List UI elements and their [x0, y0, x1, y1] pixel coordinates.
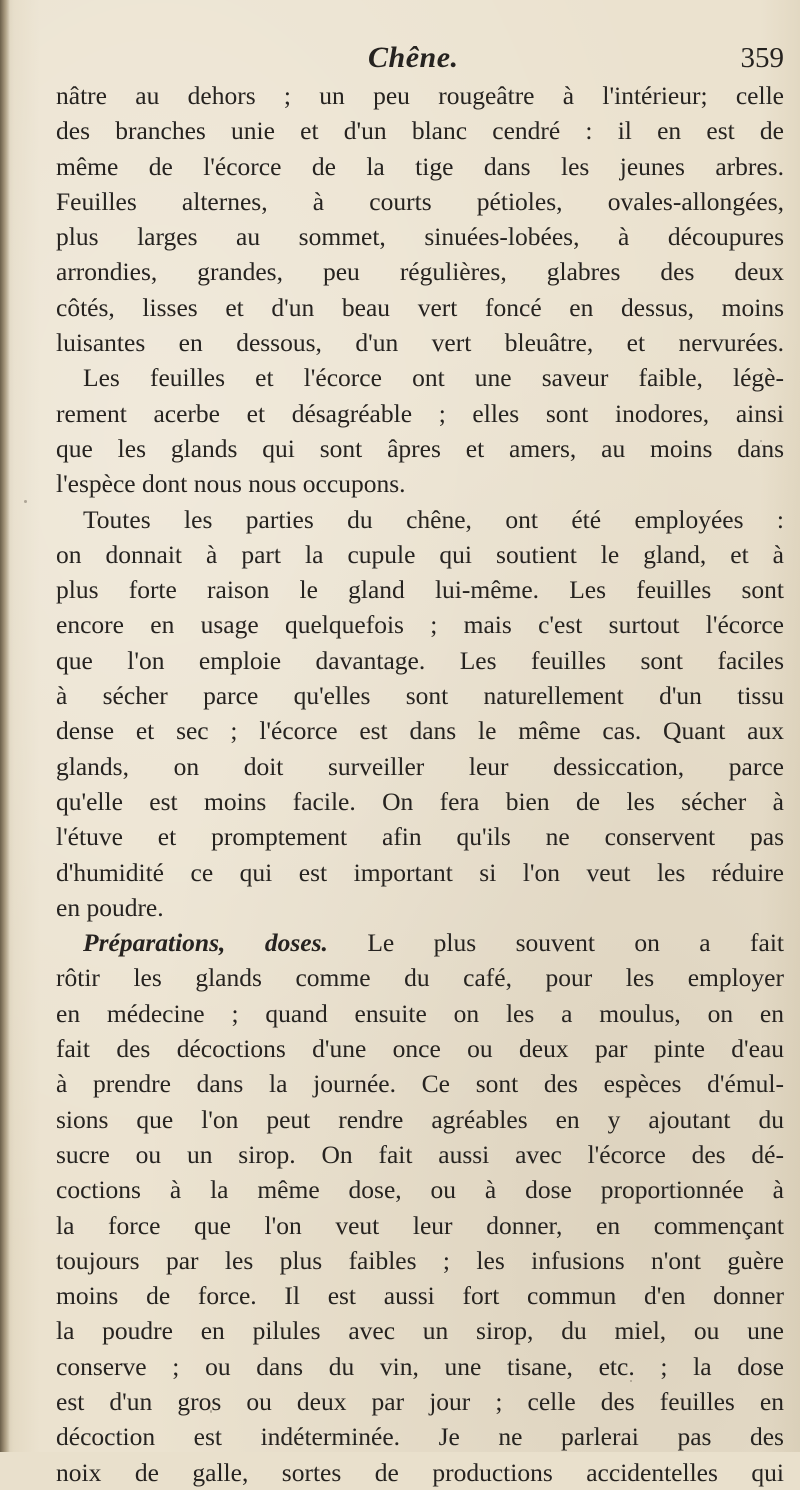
text-line: en médecine ; quand ensuite on les a moulus, on en [56, 998, 784, 1028]
text-line: noix de galle, sortes de productions accidentelles qui [56, 1457, 784, 1487]
paragraph-end-line: l'espèce dont nous nous occupons. [56, 469, 406, 499]
paper-speck [760, 440, 762, 442]
text-line: la poudre en pilules avec un sirop, du miel, ou une [56, 1316, 784, 1346]
text-line: plus larges au sommet, sinuées-lobées, à découpures [56, 222, 784, 252]
text-line: luisantes en dessous, d'un vert bleuâtre, et nervurées. [56, 328, 784, 358]
paragraph-end-line: en poudre. [56, 892, 164, 922]
running-head-title: Chêne. [368, 41, 459, 74]
section-heading: Préparations, doses. [83, 928, 328, 958]
text-line: glands, on doit surveiller leur dessiccation, parce [56, 751, 784, 781]
paper-speck [630, 1380, 632, 1382]
text-line: toujours par les plus faibles ; les infusions n'ont guère [56, 1245, 784, 1275]
text-line: dense et sec ; l'écorce est dans le même cas. Quant aux [56, 716, 784, 746]
text-line: on donnait à part la cupule qui soutient le gland, et à [56, 539, 784, 569]
text-line: l'étuve et promptement afin qu'ils ne conservent pas [56, 822, 784, 852]
binding-shadow [0, 0, 10, 1452]
paper-speck [24, 500, 27, 503]
text-line: côtés, lisses et d'un beau vert foncé en dessus, moins [56, 292, 784, 322]
running-head [56, 38, 784, 78]
text-line: nâtre au dehors ; un peu rougeâtre à l'intérieur; celle [56, 81, 784, 110]
paper-speck [210, 1410, 212, 1413]
text-line: plus forte raison le gland lui-même. Les feuilles sont [56, 575, 784, 605]
text-line: rement acerbe et désagréable ; elles sont inodores, ainsi [56, 398, 784, 428]
text-line: coctions à la même dose, ou à dose proportionnée à [56, 1175, 784, 1205]
text-line: que l'on emploie davantage. Les feuilles sont faciles [56, 645, 784, 675]
text-line: la force que l'on veut leur donner, en commençant [56, 1210, 784, 1240]
text-line: d'humidité ce qui est important si l'on veut les réduire [56, 857, 784, 887]
text-line: fait des décoctions d'une once ou deux par pinte d'eau [56, 1034, 784, 1064]
text-line: sucre ou un sirop. On fait aussi avec l'écorce des dé- [56, 1139, 784, 1169]
page-number: 359 [740, 42, 784, 74]
text-line: que les glands qui sont âpres et amers, au moins dans [56, 433, 784, 463]
text-line: décoction est indéterminée. Je ne parlerai pas des [56, 1422, 784, 1452]
text-line: qu'elle est moins facile. On fera bien de les sécher à [56, 786, 784, 816]
section-heading-line [56, 925, 784, 960]
text-line: Feuilles alternes, à courts pétioles, ovales-allongées, [56, 186, 784, 216]
text-line: conserve ; ou dans du vin, une tisane, etc. ; la dose [56, 1351, 784, 1381]
text-line: à prendre dans la journée. Ce sont des espèces d'émul- [56, 1069, 784, 1099]
text-line: à sécher parce qu'elles sont naturellement d'un tissu [56, 681, 784, 711]
section-heading-line-rest: Le plus souvent on a fait [367, 928, 785, 958]
paragraph-start-line: Toutes les parties du chêne, ont été employées : [83, 504, 784, 534]
text-line: sions que l'on peut rendre agréables en y ajoutant du [56, 1104, 784, 1134]
text-line: encore en usage quelquefois ; mais c'est surtout l'écorce [56, 610, 784, 640]
text-line: moins de force. Il est aussi fort commun d'en donner [56, 1281, 784, 1311]
text-line: des branches unie et d'un blanc cendré : il en est de [56, 116, 784, 146]
text-body [56, 78, 784, 1490]
paragraph-start-line: Les feuilles et l'écorce ont une saveur faible, légè- [83, 363, 784, 393]
text-line: rôtir les glands comme du café, pour les employer [56, 963, 784, 993]
text-line: arrondies, grandes, peu régulières, glabres des deux [56, 257, 784, 287]
text-line: est d'un gros ou deux par jour ; celle des feuilles en [56, 1386, 784, 1416]
text-line: même de l'écorce de la tige dans les jeunes arbres. [56, 151, 784, 181]
